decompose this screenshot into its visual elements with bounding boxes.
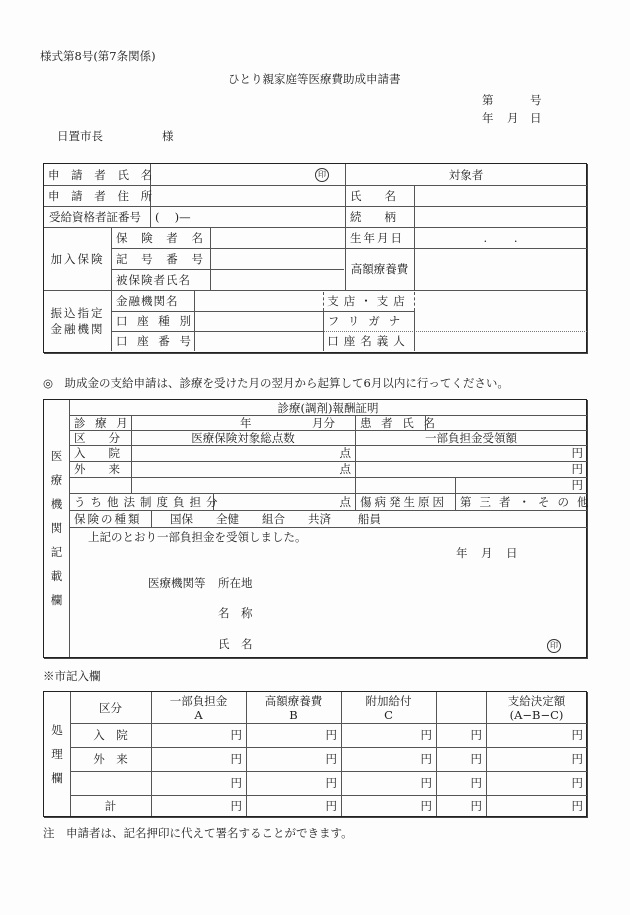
patient-name-field[interactable] — [425, 415, 587, 430]
label-treatment-month: 診 療 月 — [74, 415, 131, 430]
furigana-field[interactable] — [414, 311, 587, 331]
amount-cell[interactable]: 円 — [230, 728, 242, 742]
form-number: 様式第8号(第7条関係) — [40, 49, 156, 63]
footer-note: 注 申請者は、記名押印に代えて署名することができます。 — [43, 826, 353, 840]
treatment-month-label: 月分 — [312, 415, 335, 430]
high-cost-field[interactable] — [414, 248, 587, 290]
amount-cell[interactable]: 円 — [325, 752, 337, 766]
medical-title: 診療(調剤)報酬証明 — [277, 400, 379, 415]
outpatient-amount-field[interactable]: 円 — [571, 462, 583, 476]
amount-cell[interactable]: 円 — [470, 776, 482, 790]
institution-name-field[interactable] — [270, 604, 580, 622]
amount-cell[interactable]: 円 — [470, 752, 482, 766]
city-side-label: 処 理 欄 — [51, 723, 63, 785]
label-bank-name: 金融機関名 — [116, 293, 179, 308]
account-number-field[interactable] — [194, 331, 323, 351]
label-branch: 支店・支店 — [327, 293, 410, 308]
label-high-cost: 高額療養費 — [350, 262, 409, 276]
account-holder-field[interactable] — [414, 331, 587, 351]
header-category: 区分 — [99, 700, 122, 715]
label-target-name: 氏 名 — [350, 188, 396, 203]
name-label: 名 称 — [218, 606, 253, 620]
seal-mark-applicant: 印 — [312, 164, 332, 185]
insurance-type-option[interactable]: 国保 — [170, 511, 193, 526]
inpatient-points-field[interactable]: 点 — [339, 446, 351, 460]
person-name-label: 氏 名 — [218, 637, 253, 651]
cause-third-party-option[interactable]: 第三者・その他 — [460, 494, 597, 509]
label-outpatient: 外 来 — [74, 462, 120, 476]
addressee: 日置市長 — [57, 129, 103, 143]
city-section-label: ※市記入欄 — [43, 669, 101, 683]
label-certificate-number: 受給資格者証番号 — [49, 209, 141, 224]
number-dai: 第 — [482, 93, 494, 107]
amount-cell[interactable]: 円 — [420, 728, 432, 742]
label-insurance-group: 加入保険 — [50, 251, 105, 266]
birthdate-field[interactable]: . . — [483, 230, 518, 245]
amount-cell[interactable]: 円 — [571, 728, 583, 742]
amount-cell[interactable]: 円 — [571, 752, 583, 766]
seal-mark-institution: 印 — [547, 637, 561, 653]
location-field[interactable] — [270, 574, 580, 592]
treatment-year-label: 年 — [240, 415, 252, 430]
label-symbol-number: 記 号 番 号 — [116, 251, 208, 266]
account-type-field[interactable] — [194, 311, 323, 331]
received-date-month: 月 — [481, 546, 493, 560]
label-account-type: 口 座 種 別 — [116, 314, 194, 328]
label-applicant-name: 申 請 者 氏 名 — [48, 167, 157, 182]
received-text: 上記のとおり一部負担金を受領しました。 — [88, 530, 307, 544]
label-insurance-type: 保険の種類 — [74, 511, 142, 526]
label-furigana: フリガナ — [327, 314, 410, 328]
certificate-number-field[interactable]: ( )— — [155, 209, 191, 224]
branch-field[interactable] — [414, 290, 587, 311]
label-insured-name: 被保険者氏名 — [116, 272, 191, 287]
row-label-blank — [70, 771, 151, 795]
label-account-number: 口 座 番 号 — [116, 334, 194, 348]
label-applicant-address: 申 請 者 住 所 — [48, 188, 157, 203]
header-decided: 支給決定額 (A−B−C) — [507, 693, 566, 722]
amount-cell[interactable]: 円 — [230, 798, 242, 813]
amount-cell[interactable]: 円 — [571, 798, 583, 813]
person-name-field[interactable] — [270, 635, 540, 653]
insurer-name-field[interactable] — [210, 227, 345, 248]
label-relationship: 続 柄 — [350, 209, 396, 224]
amount-cell[interactable]: 円 — [470, 798, 482, 813]
label-category: 区 分 — [74, 430, 120, 445]
insurance-type-option[interactable]: 全健 — [216, 511, 239, 526]
date-month: 月 — [507, 111, 519, 125]
date-year: 年 — [482, 111, 494, 125]
label-patient-name: 患 者 氏 名 — [360, 415, 438, 430]
row-label-inpatient: 入 院 — [93, 728, 128, 742]
amount-cell[interactable]: 円 — [230, 776, 242, 790]
label-birthdate: 生年月日 — [350, 230, 404, 245]
notice-text: ◎ 助成金の支給申請は、診療を受けた月の翌月から起算して6月以内に行ってください。 — [43, 376, 509, 390]
medical-side-label: 医 療 機 関 記 載 欄 — [50, 449, 63, 607]
inpatient-amount-field[interactable]: 円 — [571, 446, 583, 460]
label-other-law: うち他法制度負担分 — [74, 494, 223, 509]
applicant-address-field[interactable] — [150, 185, 345, 206]
amount-cell[interactable]: 円 — [420, 776, 432, 790]
amount-cell[interactable]: 円 — [420, 798, 432, 813]
label-total-points: 医療保険対象総点数 — [191, 430, 295, 445]
page-title: ひとり親家庭等医療費助成申請書 — [228, 72, 401, 86]
number-go: 号 — [530, 93, 542, 107]
label-partial-amount: 一部負担金受領額 — [425, 430, 517, 445]
header-high-cost: 高額療養費 B — [264, 693, 323, 722]
target-header: 対象者 — [448, 167, 484, 182]
bank-name-field[interactable] — [194, 290, 323, 311]
row-label-outpatient: 外 来 — [93, 752, 128, 766]
addressee-suffix: 様 — [162, 129, 174, 143]
label-cause: 傷病発生原因 — [360, 494, 447, 509]
outpatient-points-field[interactable]: 点 — [339, 462, 351, 476]
amount-cell[interactable]: 円 — [230, 752, 242, 766]
other-amount-field[interactable]: 円 — [571, 478, 583, 492]
relationship-field[interactable] — [414, 206, 587, 227]
label-inpatient: 入 院 — [74, 446, 120, 460]
received-date-year: 年 — [456, 546, 468, 560]
amount-cell[interactable]: 円 — [571, 776, 583, 790]
amount-cell[interactable]: 円 — [325, 798, 337, 813]
label-bank-group: 振込指定 金融機関 — [50, 305, 105, 336]
header-additional: 附加給付 C — [365, 693, 412, 722]
other-law-points-field[interactable]: 点 — [339, 494, 351, 509]
insurance-type-option[interactable]: 船員 — [358, 511, 381, 526]
symbol-number-field[interactable] — [210, 248, 345, 269]
label-account-holder: 口座名義人 — [327, 334, 410, 348]
label-insurer-name: 保 険 者 名 — [116, 230, 208, 245]
insured-name-field[interactable] — [210, 269, 345, 290]
amount-cell[interactable]: 円 — [325, 776, 337, 790]
amount-cell[interactable]: 円 — [325, 728, 337, 742]
row-label-total: 計 — [104, 798, 117, 813]
institution-label: 医療機関等 — [148, 576, 206, 590]
date-day: 日 — [530, 111, 542, 125]
location-label: 所在地 — [218, 576, 253, 590]
received-date-day: 日 — [506, 546, 518, 560]
amount-cell[interactable]: 円 — [420, 752, 432, 766]
header-partial: 一部負担金 A — [169, 693, 228, 722]
insurance-type-option[interactable]: 組合 — [262, 511, 285, 526]
target-name-field[interactable] — [414, 185, 587, 206]
insurance-type-option[interactable]: 共済 — [308, 511, 331, 526]
amount-cell[interactable]: 円 — [470, 728, 482, 742]
